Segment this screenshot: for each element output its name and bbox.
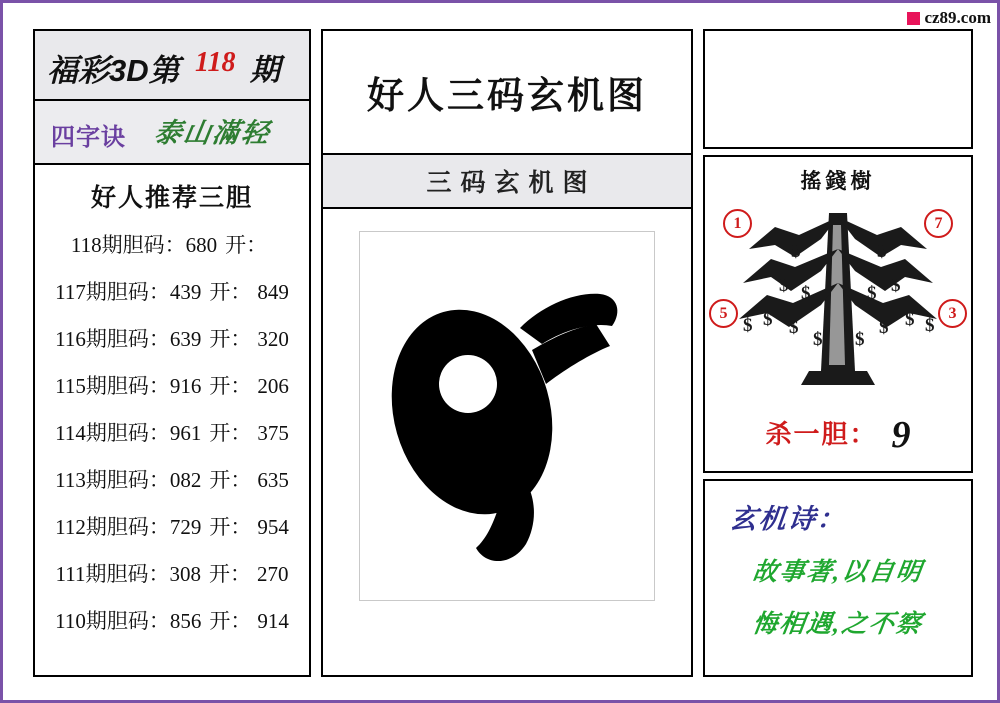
list-item [35,267,309,314]
svg-text:$: $ [879,317,889,338]
list-item [35,455,309,502]
row-issue: 116期胆码： [55,326,170,351]
list-item [35,596,309,643]
list-item [35,220,309,267]
svg-text:$: $ [763,309,773,330]
right-panel [703,29,973,677]
list-item [35,361,309,408]
row-code: 916 [169,373,202,398]
row-open-value: 206 [257,373,289,398]
row-issue: 112期胆码： [55,514,170,539]
subtitle-label: 四字诀 [51,125,126,151]
riddle-image-frame [359,231,655,601]
kill-one-row [705,413,971,457]
row-issue: 118期胆码： [70,232,186,257]
title-block [35,31,309,101]
row-issue: 114期胆码： [55,420,170,445]
left-panel [33,29,311,677]
list-item [35,408,309,455]
svg-text:$: $ [789,317,799,338]
watermark-text: cz89.com [924,8,991,27]
row-open-label: 开： [209,373,252,398]
subtitle-word: 泰山滿轻 [152,118,273,148]
right-top-spacer [703,29,973,149]
row-open-label: 开： [209,326,252,351]
poem-line-2: 悔相遇,之不察 [750,611,925,638]
row-code: 082 [169,467,202,492]
svg-text:$: $ [877,241,887,262]
svg-text:$: $ [867,283,877,304]
center-banner-title: 好人三码玄机图 [367,75,647,116]
row-open-value: 849 [257,279,289,304]
tree-number-5: 5 [709,299,738,328]
row-open-value: 954 [257,514,289,539]
title-main: 福彩3D第 [47,53,180,88]
row-open-label: 开： [225,232,268,257]
subtitle-block [35,101,309,165]
tree-number-1: 1 [723,209,752,238]
row-open-label: 开： [209,467,252,492]
center-subtitle: 三码玄机图 [426,170,597,197]
watermark [907,8,991,28]
row-code: 680 [185,232,218,257]
title-issue-number: 118 [195,47,236,78]
row-issue: 113期胆码： [55,467,170,492]
tree-number-7: 7 [924,209,953,238]
money-tree-panel [703,155,973,473]
tree-number-3: 3 [938,299,967,328]
poem-line-1: 故事著,以自明 [750,559,925,586]
kill-one-number: 9 [891,414,911,456]
row-open-value: 270 [256,561,289,586]
row-open-label: 开： [209,608,252,633]
title-suffix: 期 [250,54,280,87]
poem-title: 玄机诗： [728,504,848,534]
center-banner [323,31,691,155]
list-item [35,314,309,361]
row-code: 961 [169,420,202,445]
row-code: 439 [169,279,202,304]
row-open-value: 320 [257,326,289,351]
kill-one-label: 杀一胆： [765,420,878,449]
row-open-value: 635 [257,467,289,492]
tree-shape-icon [705,195,971,409]
row-open-label: 开： [209,420,252,445]
row-open-value: 375 [257,420,289,445]
svg-text:$: $ [905,309,915,330]
money-tree-title: 搖錢樹 [800,169,876,193]
list-item [35,549,309,596]
row-issue: 111期胆码： [55,561,170,586]
watermark-box-icon [907,12,920,25]
ping-pong-paddle-icon [360,232,654,600]
row-code: 856 [169,608,202,633]
svg-text:$: $ [743,315,753,336]
row-issue: 110期胆码： [55,608,170,633]
row-open-value: 914 [257,608,289,633]
list-item [35,502,309,549]
svg-text:$: $ [925,315,935,336]
row-code: 308 [169,561,201,586]
center-subtitle-bar [323,155,691,209]
row-issue: 117期胆码： [55,279,170,304]
money-tree-graphic [705,195,971,409]
svg-text:$: $ [791,241,801,262]
center-panel [321,29,693,677]
poem-panel [703,479,973,677]
poster-content [33,29,973,677]
svg-text:$: $ [891,275,901,296]
row-open-label: 开： [209,514,252,539]
svg-text:$: $ [779,275,789,296]
row-open-label: 开： [208,561,251,586]
recommend-list [35,220,309,643]
svg-text:$: $ [813,329,823,350]
svg-text:$: $ [801,283,811,304]
center-image-area [323,209,691,679]
list-heading: 好人推荐三胆 [90,185,253,212]
row-open-label: 开： [209,279,252,304]
row-issue: 115期胆码： [55,373,170,398]
svg-text:$: $ [855,329,865,350]
row-code: 729 [169,514,202,539]
row-code: 639 [169,326,202,351]
